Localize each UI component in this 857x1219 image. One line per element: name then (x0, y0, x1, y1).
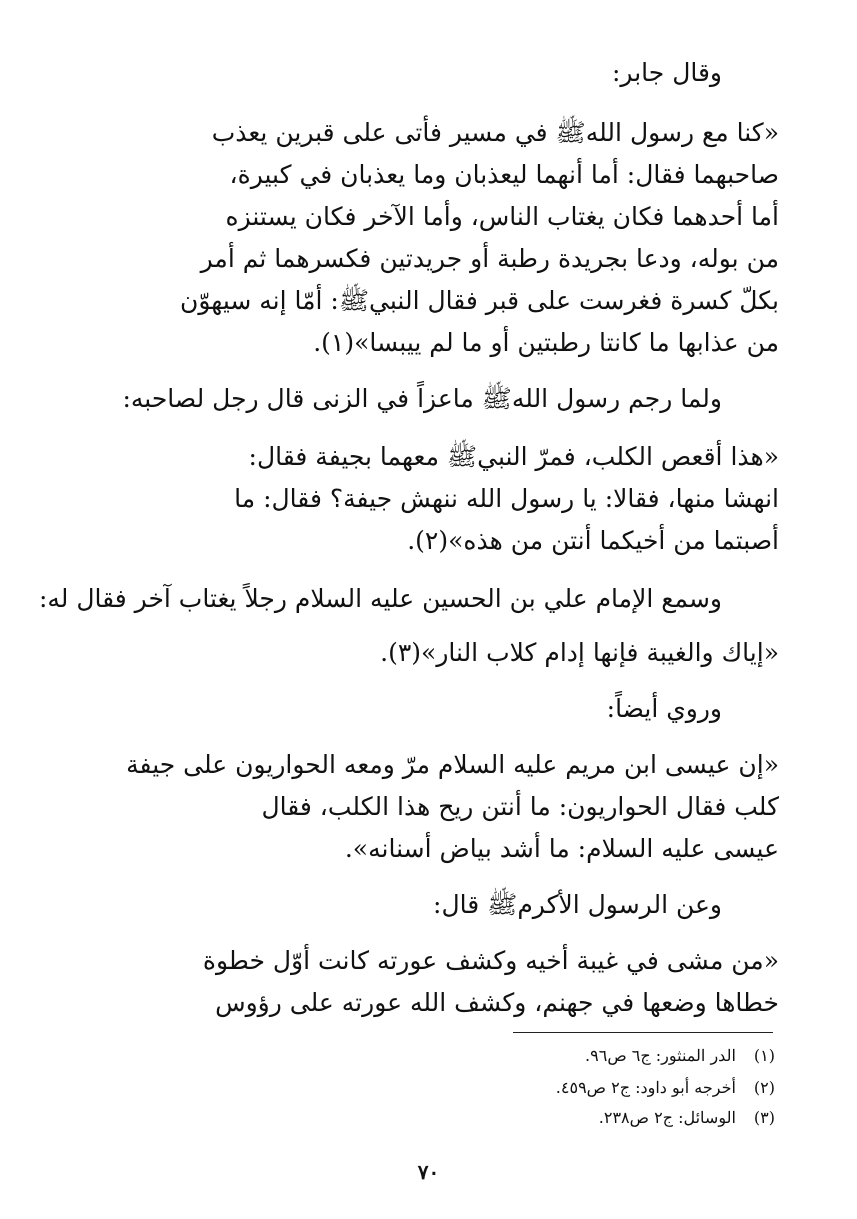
text-line: كلب فقال الحواريون: ما أنتن ريح هذا الكلب، فقال (261, 792, 779, 821)
text-line: أما أحدهما فكان يغتاب الناس، وأما الآخر فكان يستنزه (225, 202, 779, 231)
text-line: ولما رجم رسول اللهﷺ ماعزاً في الزنى قال رجل لصاحبه: (122, 384, 722, 413)
paragraph-quote-backbiting (380, 632, 779, 674)
paragraph-hadith-steps (79, 940, 779, 1024)
footnote-3 (599, 1106, 775, 1130)
text-line: وسمع الإمام علي بن الحسين عليه السلام رجلاً يغتاب آخر فقال له: (38, 584, 722, 613)
footnote-text: الدر المنثور: ج٦ ص٩٦. (585, 1046, 736, 1065)
text-line: عيسى عليه السلام: ما أشد بياض أسنانه». (344, 834, 779, 863)
text-line: «كنا مع رسول اللهﷺ في مسير فأتى على قبرين يعذب (211, 118, 779, 147)
footnote-number: (٣) (753, 1108, 775, 1127)
text-line: «من مشى في غيبة أخيه وكشف عورته كانت أوّل خطوة (202, 946, 779, 975)
text-line: صاحبهما فقال: أما أنهما ليعذبان وما يعذبان في كبيرة، (229, 160, 779, 189)
text-line: وقال جابر: (612, 58, 722, 87)
paragraph-hadith-isa (79, 744, 779, 870)
text-line: أصبتما من أخيكما أنتن من هذه»(٢). (407, 526, 779, 555)
paragraph-intro-maiz (122, 378, 722, 420)
paragraph-hadith-graves (79, 112, 779, 364)
footnote-2 (556, 1076, 775, 1100)
footnote-separator (513, 1032, 773, 1033)
text-line: وعن الرسول الأكرمﷺ قال: (433, 890, 722, 919)
paragraph-hadith-carcass (79, 436, 779, 562)
text-line: خطاها وضعها في جهنم، وكشف الله عورته على رؤوس (215, 988, 779, 1017)
text-line: «إياك والغيبة فإنها إدام كلاب النار»(٣). (380, 638, 779, 667)
footnote-1 (585, 1044, 775, 1068)
text-line: وروي أيضاً: (606, 694, 722, 723)
footnote-number: (١) (753, 1046, 775, 1065)
paragraph-intro-imam-ali (39, 578, 722, 620)
footnote-text: الوسائل: ج٢ ص٢٣٨. (598, 1108, 736, 1127)
text-line: بكلّ كسرة فغرست على قبر فقال النبيﷺ: أمّا إنه سيهوّن (180, 286, 779, 315)
footnote-number: (٢) (753, 1078, 775, 1097)
paragraph-intro-prophet (433, 884, 722, 926)
text-line: انهشا منها، فقالا: يا رسول الله ننهش جيفة؟ فقال: ما (234, 484, 779, 513)
footnote-text: أخرجه أبو داود: ج٢ ص٤٥٩. (555, 1078, 736, 1097)
paragraph-intro-narrated (607, 688, 722, 730)
paragraph-intro-jaber (612, 52, 722, 94)
text-line: «إن عيسى ابن مريم عليه السلام مرّ ومعه الحواريون على جيفة (126, 750, 779, 779)
page-number: ٧٠ (417, 1160, 440, 1184)
text-line: من عذابها ما كانتا رطبتين أو ما لم ييبسا»(١). (313, 328, 779, 357)
text-line: من بوله، ودعا بجريدة رطبة أو جريدتين فكسرهما ثم أمر (200, 244, 779, 273)
text-line: «هذا أقعص الكلب، فمرّ النبيﷺ معهما بجيفة فقال: (248, 442, 779, 471)
